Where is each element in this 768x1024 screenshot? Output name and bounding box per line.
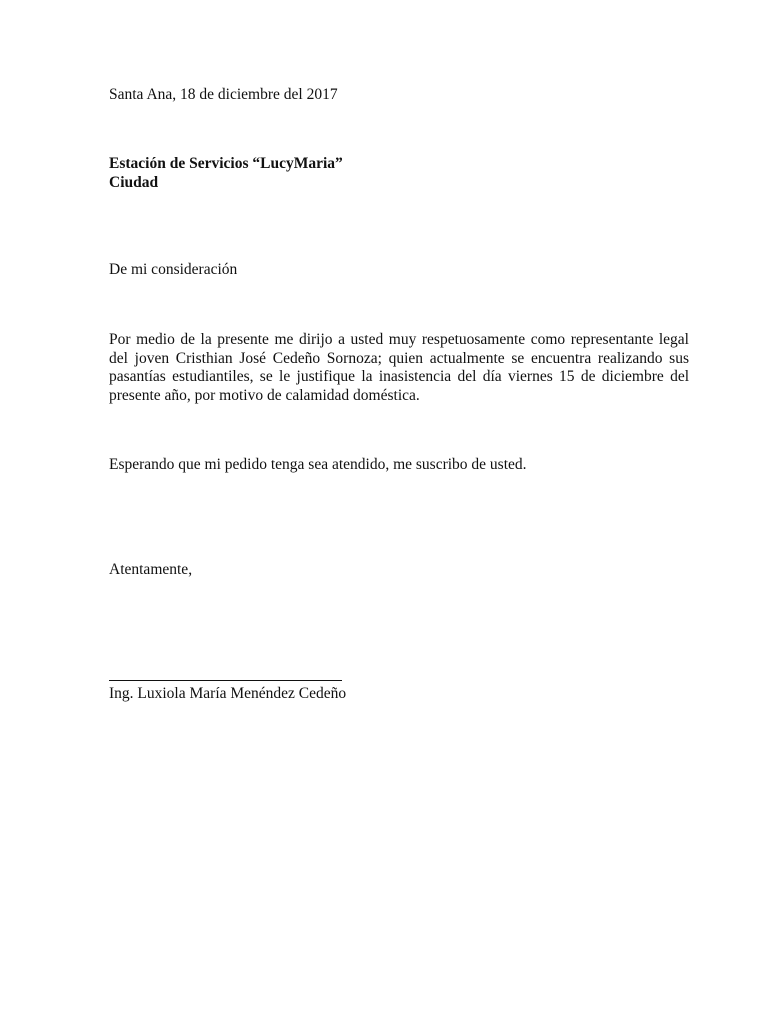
greeting: De mi consideración xyxy=(109,261,238,278)
signer-name: Ing. Luxiola María Menéndez Cedeño xyxy=(109,685,347,702)
signature-line xyxy=(109,680,342,681)
recipient-city: Ciudad xyxy=(109,173,159,191)
body-paragraph: Por medio de la presente me dirijo a usted muy respetuosamente como representante legal del joven Cristhian José Cedeño Sornoza; quien actualmente se encuentra realizando sus pasantías estudiantiles, se le justifique la inasistencia del día viernes 15 de diciembre del presente año, por motivo de calamidad doméstica. xyxy=(109,331,689,404)
farewell: Atentamente, xyxy=(109,561,193,578)
recipient-name: Estación de Servicios “LucyMaria” xyxy=(109,155,343,172)
date-line: Santa Ana, 18 de diciembre del 2017 xyxy=(109,86,338,103)
closing-line: Esperando que mi pedido tenga sea atendido, me suscribo de usted. xyxy=(109,456,527,473)
recipient-block xyxy=(109,155,343,192)
